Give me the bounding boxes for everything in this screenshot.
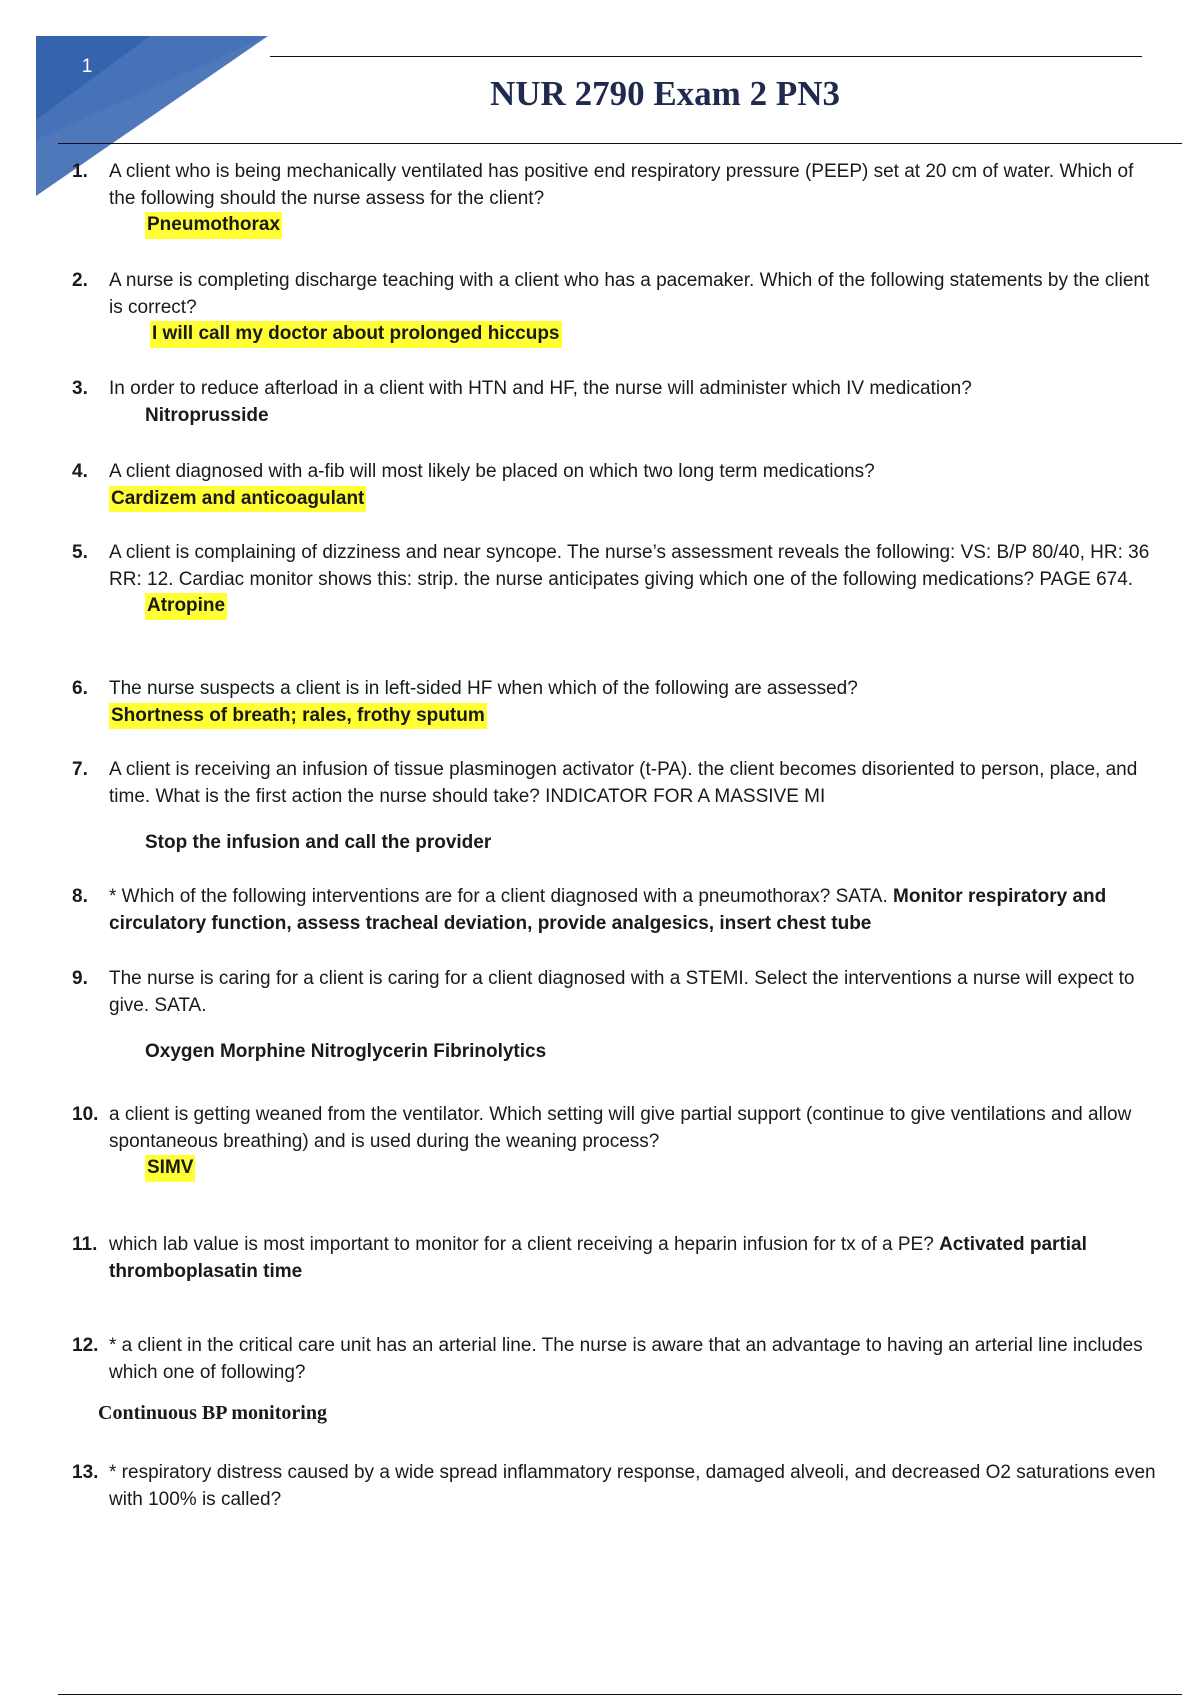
- question-text: which lab value is most important to monitor for a client receiving a heparin infusion for tx of a PE?: [109, 1234, 934, 1255]
- question-text: a client is getting weaned from the ventilator. Which setting will give partial support (continue to give ventilations and allow spontaneous breathing) and is used during the weaning process?: [109, 1104, 1132, 1152]
- question-12: [72, 1333, 1162, 1428]
- question-9: [72, 966, 1162, 1066]
- question-text: A client is receiving an infusion of tissue plasminogen activator (t-PA). the client becomes disoriented to person, place, and time. What is the first action the nurse should take? INDICATOR FOR A MASSIVE MI: [109, 759, 1138, 807]
- answer: Shortness of breath; rales, frothy sputum: [109, 703, 487, 730]
- question-text: * respiratory distress caused by a wide spread inflammatory response, damaged alveoli, and decreased O2 saturations even with 100% is called?: [109, 1462, 1156, 1510]
- question-number: 5.: [72, 542, 88, 563]
- question-number: 1.: [72, 161, 88, 182]
- question-10: [72, 1102, 1162, 1182]
- question-number: 2.: [72, 270, 88, 291]
- question-number: 11.: [72, 1234, 98, 1255]
- question-text: A client who is being mechanically ventilated has positive end respiratory pressure (PEEP) set at 20 cm of water. Which of the following should the nurse assess for the client?: [109, 161, 1134, 209]
- answer: Activated partial thromboplasatin time: [109, 1234, 1087, 1282]
- page-number: 1: [81, 56, 93, 77]
- question-number: 9.: [72, 968, 88, 989]
- answer: Oxygen Morphine Nitroglycerin Fibrinolytics: [145, 1041, 547, 1062]
- question-1: [72, 159, 1162, 239]
- question-text: * a client in the critical care unit has an arterial line. The nurse is aware that an advantage to having an arterial line includes which one of following?: [109, 1335, 1143, 1383]
- question-7: [72, 757, 1162, 857]
- question-number: 8.: [72, 886, 88, 907]
- question-number: 10.: [72, 1104, 99, 1125]
- question-8: [72, 884, 1162, 937]
- question-3: [72, 376, 1162, 429]
- question-13: [72, 1460, 1162, 1513]
- question-number: 12.: [72, 1335, 99, 1356]
- page-title: NUR 2790 Exam 2 PN3: [490, 74, 840, 113]
- answer: Nitroprusside: [145, 404, 269, 426]
- answer: Atropine: [145, 593, 227, 620]
- question-4: [72, 459, 1162, 512]
- question-number: 13.: [72, 1462, 99, 1483]
- answer: Continuous BP monitoring: [98, 1402, 327, 1424]
- question-number: 4.: [72, 461, 88, 482]
- question-text: A client is complaining of dizziness and near syncope. The nurse’s assessment reveals the following: VS: B/P 80/40, HR: 36 RR: 12. Cardiac monitor shows this: strip. the nurse anticipates giving which one of the following medications? PAGE 674.: [109, 542, 1150, 590]
- question-text: In order to reduce afterload in a client with HTN and HF, the nurse will administer which IV medication?: [109, 378, 972, 399]
- footer-rule: [58, 1694, 1182, 1695]
- answer: Monitor respiratory and circulatory function, assess tracheal deviation, provide analgesics, insert chest tube: [109, 886, 1107, 934]
- question-11: [72, 1232, 1162, 1285]
- question-text: The nurse suspects a client is in left-sided HF when which of the following are assessed?: [109, 678, 858, 699]
- answer: I will call my doctor about prolonged hiccups: [150, 321, 562, 348]
- question-text: A nurse is completing discharge teaching with a client who has a pacemaker. Which of the following statements by the client is correct?: [109, 270, 1150, 318]
- answer: Cardizem and anticoagulant: [109, 486, 366, 513]
- answer: Pneumothorax: [145, 212, 282, 239]
- question-number: 3.: [72, 378, 88, 399]
- header-bottom-rule: [58, 143, 1182, 144]
- question-number: 6.: [72, 678, 88, 699]
- answer: SIMV: [145, 1155, 195, 1182]
- question-text: A client diagnosed with a-fib will most likely be placed on which two long term medications?: [109, 461, 875, 482]
- answer: Stop the infusion and call the provider: [145, 832, 492, 853]
- question-text: The nurse is caring for a client is caring for a client diagnosed with a STEMI. Select the interventions a nurse will expect to give. SATA.: [109, 968, 1135, 1016]
- question-5: [72, 540, 1162, 620]
- question-6: [72, 676, 1162, 729]
- question-text: * Which of the following interventions are for a client diagnosed with a pneumothorax? SATA.: [109, 886, 888, 907]
- question-2: [72, 268, 1162, 348]
- header-top-rule: [270, 56, 1142, 57]
- question-number: 7.: [72, 759, 88, 780]
